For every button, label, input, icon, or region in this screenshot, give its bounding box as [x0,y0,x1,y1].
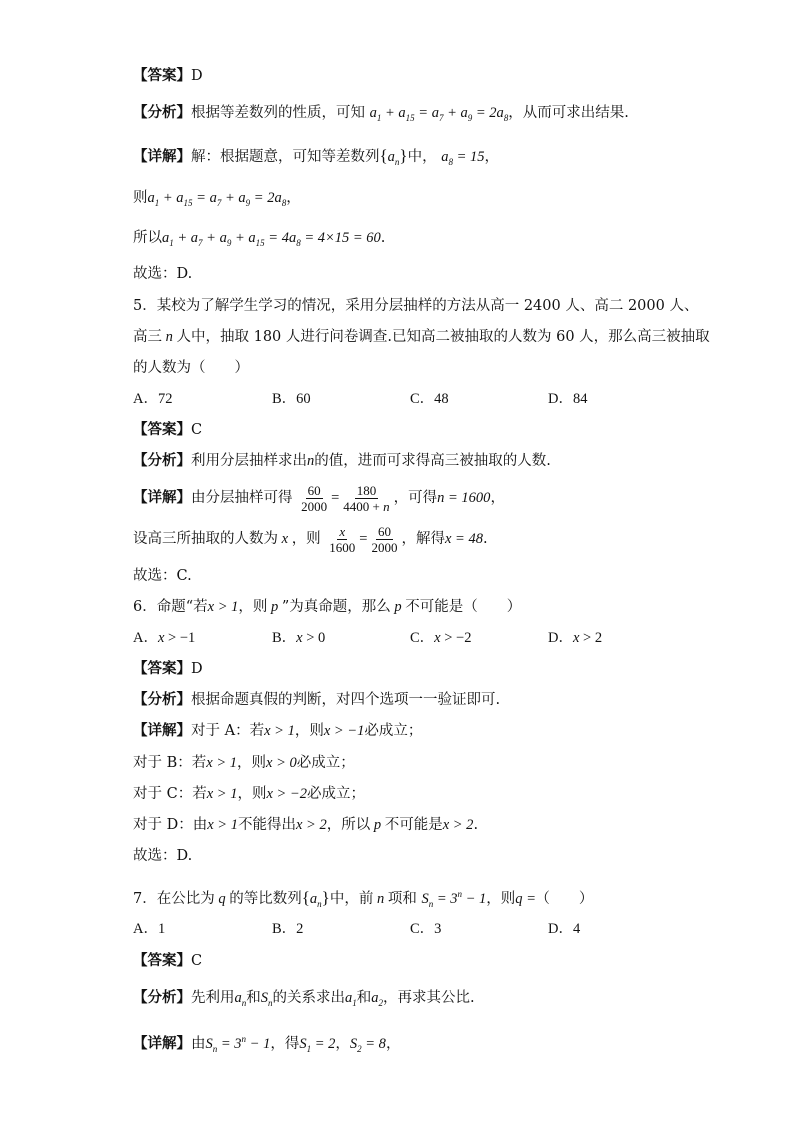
q7-analysis-text-4: 和 [356,990,372,1006]
q6-option-c[interactable]: C．x > −2 [410,630,472,646]
q7-var-q: q [214,890,230,907]
q6-detail-c-text-3: 必成立； [306,786,365,802]
q6-detail-d-text-4: 不可能是 [384,817,443,833]
q7-detail-text: 由 [191,1035,206,1052]
q6-detail-b-text-2: ，则 [237,755,266,771]
q4-detail-formula-3: $a_1 + a_7 + a_9 + a_{15} = 4a_8 = 4\times 15 = 60$ [162,230,381,248]
q4-detail-text-3: 所以 [133,230,162,246]
q5-answer-line [133,420,202,440]
q5-option-c[interactable]: C．48 [410,391,449,407]
q6-detail-c-text: 对于 C：若 [133,786,207,802]
q5-detail-text-3: 设高三所抽取的人数为 [133,531,278,547]
q4-analysis-line [133,103,629,128]
q6-option-b[interactable]: B．x > 0 [272,630,326,646]
q4-detail-formula-1: $a_8 = 15$ [441,149,485,167]
q6-cond: x > 1 [207,599,239,615]
answer-tag: 【答案】 [133,422,191,438]
q7-stem-text-5: ，则 [486,890,516,907]
q4-analysis-text-end: ，从而可求出结果. [508,105,629,121]
q7-analysis-text-3: 的关系求出 [272,990,345,1006]
answer-tag: 【答案】 [133,68,191,84]
q5-analysis-text-2: 的值，进而可求得高三被抽取的人数. [314,453,551,469]
q5-fraction-1: $\frac{60}{2000}$ [301,482,328,514]
q5-fraction-2: $\frac{180}{4400 + n}$ [343,482,390,514]
q5-fraction-3: $\frac{x}{1600}$ [329,523,356,555]
q4-answer-value: D [191,68,203,84]
q5-detail-text-5: ，解得 [401,531,445,547]
detail-tag: 【详解】 [133,1035,191,1052]
q4-analysis-formula: $a_1 + a_{15} = a_7 + a_9 = 2a_8$ [369,105,509,123]
q6-var-p: p [267,599,282,615]
q4-answer-line [133,66,203,86]
q4-detail-text: 解：根据题意，可知等差数列 [191,149,380,165]
analysis-tag: 【分析】 [133,453,191,469]
detail-tag: 【详解】 [133,149,191,165]
q6-detail-a-text: 对于 A：若 [191,723,265,739]
q6-stem [133,597,521,617]
q5-stem-line-3: 的人数为（ ） [133,360,249,376]
q7-detail-s1: $S_1 = 2$ [299,1035,336,1054]
q6-detail-d-cond-2: x > 2 [295,817,327,833]
q7-stem-text-3: 中，前 [329,890,374,907]
q6-analysis-line [133,690,500,710]
q5-conclusion: 故选：C. [133,568,192,584]
q5-option-b[interactable]: B．60 [272,391,311,407]
q7-detail-line: 【详解】由$S_n = 3^n - 1$，得$S_1 = 2$，$S_2 = 8$， [133,1034,401,1054]
q7-detail-s2: $S_2 = 8$ [349,1035,386,1054]
q7-detail-text-2: ，得 [270,1035,300,1052]
q5-stem-text: 高三 [133,329,162,345]
q6-detail-b-result: x > 0 [266,755,297,771]
q6-stem-text-2: ，则 [238,599,268,615]
q6-conclusion: 故选：D. [133,848,193,864]
q6-var-p-2: p [390,599,406,615]
q6-detail-d-cond: x > 1 [207,817,238,833]
q7-stem-text: 7．在公比为 [133,890,215,907]
q5-var-n: n [162,329,177,345]
q7-var-sn: $S_n$ [260,990,273,1008]
q5-detail-line-2: 设高三所抽取的人数为 x ，则 $\frac{x}{1600}$ = $\frac{60}{2000}$ ，解得x = 48. [133,523,488,555]
q7-var-a1: $a_1$ [345,990,357,1008]
q5-var-x: x [278,531,292,547]
q6-detail-a-text-2: ，则 [294,723,324,739]
q6-option-a[interactable]: A．x > −1 [133,630,196,646]
q6-detail-a-text-3: 必成立； [364,723,423,739]
q6-answer-value: D [191,661,203,677]
q6-detail-a-cond: x > 1 [264,723,295,739]
q6-option-b-label: B． [272,630,297,646]
answer-tag: 【答案】 [133,953,191,969]
q4-detail-line-1: 【详解】解：根据题意，可知等差数列$\{a_n\}$中， $a_8 = 15$， [133,146,499,167]
q7-analysis-text: 先利用 [191,990,235,1006]
q5-var-n-2: n [307,453,315,469]
q6-option-d[interactable]: D．x > 2 [548,630,603,646]
q7-answer-value: C [191,953,203,969]
q7-stem: 7．在公比为 q 的等比数列$\{a_n\}$中，前 n 项和 $S_n = 3^n - 1$，则q =（ ） [133,887,594,909]
analysis-tag: 【分析】 [133,105,191,121]
detail-tag: 【详解】 [133,723,191,739]
q5-detail-text-2: ，可得 [393,490,438,506]
q5-detail-line-1: 【详解】由分层抽样可得 $\frac{60}{2000}$ = $\frac{180}{4400 + n}$ ，可得n = 1600， [133,482,505,514]
q6-detail-line-1 [133,721,422,741]
q7-analysis-text-5: ，再求其公比. [383,990,475,1006]
q7-analysis-text-2: 和 [246,990,261,1006]
q6-option-d-label: D． [548,630,573,646]
q6-detail-b-cond: x > 1 [206,755,237,771]
q7-var-n: n [373,890,388,907]
q7-var-q-2: q [515,890,523,907]
q7-option-a[interactable]: A．1 [133,921,166,937]
q7-stem-text-2: 的等比数列 [229,890,302,907]
q4-conclusion: 故选：D. [133,266,193,282]
q5-fraction-4: $\frac{60}{2000}$ [371,523,398,555]
q5-detail-text: 由分层抽样可得 [191,490,293,506]
q7-detail-formula-sn: $S_n = 3^n - 1$ [205,1034,271,1054]
q7-answer-line [133,951,202,971]
q6-stem-text-4: 不可能是（ ） [405,599,522,615]
q6-detail-a-result: x > −1 [323,723,365,739]
q6-detail-d-text: 对于 D：由 [133,817,208,833]
q5-stem-text-2: 人中，抽取 180 人进行问卷调查.已知高二被抽取的人数为 60 人，那么高三被抽取 [176,329,710,345]
q6-detail-d-text-2: 不能得出 [237,817,296,833]
q6-detail-line-3 [133,784,365,804]
q6-detail-line-4: 对于 D：由x > 1不能得出x > 2，所以 p 不可能是x > 2. [133,817,479,833]
q5-stem-line-2 [133,327,710,347]
q6-detail-b-text: 对于 B：若 [133,755,207,771]
q4-detail-text-2: 则 [133,190,148,206]
q7-option-d[interactable]: D．4 [548,921,581,937]
q7-stem-text-4: 项和 [387,890,417,907]
q6-detail-d-cond-3: x > 2 [442,817,474,833]
q4-detail-line-2: 则$a_1 + a_{15} = a_7 + a_9 = 2a_8$， [133,190,301,208]
q5-option-d[interactable]: D．84 [548,391,588,407]
q4-detail-line-3: 所以$a_1 + a_7 + a_9 + a_{15} = 4a_8 = 4\times 15 = 60$. [133,230,386,248]
answer-tag: 【答案】 [133,661,191,677]
q5-analysis-text: 利用分层抽样求出 [191,453,307,469]
q6-answer-line [133,659,203,679]
q6-detail-c-text-2: ，则 [237,786,267,802]
q7-analysis-line [133,988,475,1013]
analysis-tag: 【分析】 [133,990,191,1006]
q6-option-a-label: A． [133,630,158,646]
q6-stem-text: 6．命题“若 [133,599,208,615]
q7-stem-text-6: （ ） [535,890,594,907]
q7-var-an: $a_n$ [234,990,247,1008]
q4-detail-text-mid: 中， [407,149,437,165]
q7-var-a2: $a_2$ [371,990,383,1008]
q6-analysis-text: 根据命题真假的判断，对四个选项一一验证即可. [191,692,501,708]
q6-detail-line-2 [133,753,355,773]
q6-detail-c-cond: x > 1 [206,786,238,802]
q5-answer-value: C [191,422,203,438]
q5-analysis-line [133,451,551,471]
q5-option-a[interactable]: A．72 [133,391,173,407]
q6-detail-d-text-3: ，所以 [326,817,371,833]
analysis-tag: 【分析】 [133,692,191,708]
q7-option-b[interactable]: B．2 [272,921,304,937]
q5-detail-text-4: ，则 [291,531,321,547]
q7-formula-sn: $S_n = 3^n - 1$ [421,889,487,909]
q6-stem-text-3: ”为真命题，那么 [281,599,391,615]
q6-detail-c-result: x > −2 [266,786,307,802]
q5-detail-result-x: x = 48 [444,531,483,547]
q5-stem-line-1: 5．某校为了解学生学习的情况，采用分层抽样的方法从高一 2400 人、高二 2000 人、 [133,298,699,314]
q4-analysis-text: 根据等差数列的性质，可知 [191,105,365,121]
q7-option-c[interactable]: C．3 [410,921,442,937]
q6-option-c-label: C． [410,630,435,646]
q5-detail-result-n: n = 1600 [437,490,491,506]
detail-tag: 【详解】 [133,490,191,506]
q6-var-p-3: p [370,817,385,833]
q6-detail-b-text-3: 必成立； [296,755,355,771]
q4-detail-formula-2: $a_1 + a_{15} = a_7 + a_9 = 2a_8$ [147,190,287,208]
